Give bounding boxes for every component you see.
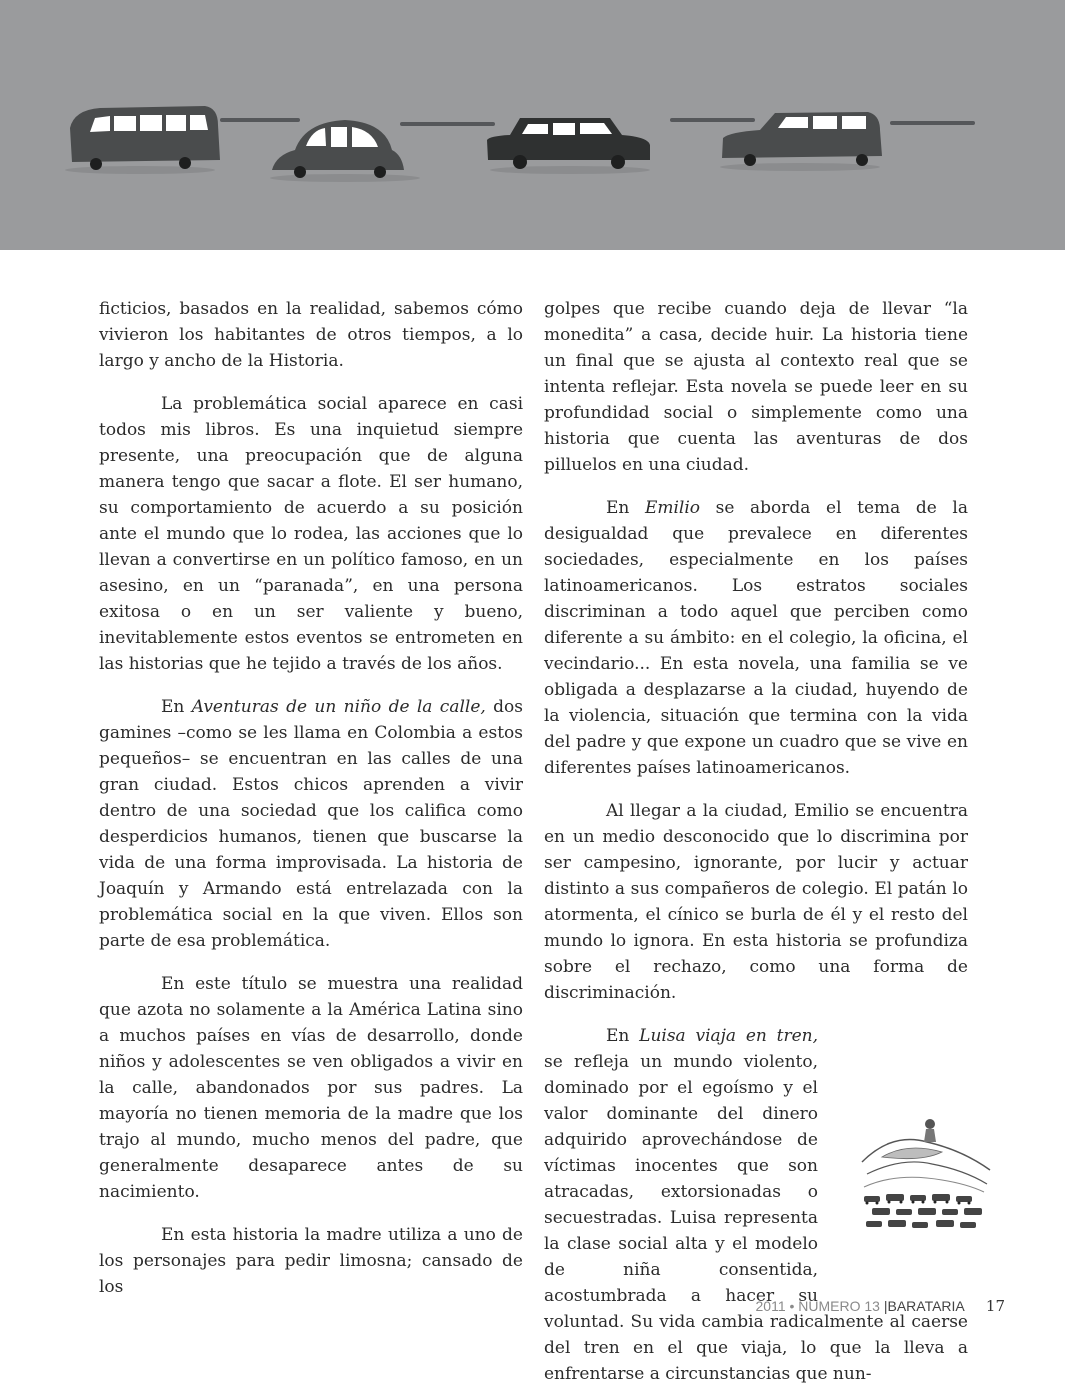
paragraph: ficticios, basados en la realidad, sabemos cómo vivieron los habitantes de otros tiempos, a lo largo y ancho de la Historia. bbox=[99, 299, 523, 371]
paragraph-prefix: En bbox=[161, 697, 192, 717]
book-title: Emilio bbox=[644, 498, 701, 518]
paragraph: En este título se muestra una realidad que azota no solamente a la América Latina sino a muchos países en vías de desarrollo, donde niños y adolescentes se ven obligados a vivir en la calle, abandonados por sus padres. La mayoría no tienen memoria de la madre que los trajo al mundo, mucho menos del padre, que generalmente desaparece antes de su nacimiento. bbox=[99, 974, 523, 1202]
book-title: Luisa viaja en tren, bbox=[639, 1026, 819, 1046]
paragraph bbox=[544, 495, 968, 781]
issue-label: 2011 • NÚMERO 13 bbox=[755, 1298, 880, 1314]
book-title: Aventuras de un niño de la calle, bbox=[191, 697, 486, 717]
paragraph bbox=[99, 694, 523, 954]
text-column-left bbox=[99, 296, 523, 1300]
paragraph-rest: se aborda el tema de la desigualdad que prevalece en diferentes sociedades, especialmente en los países latinoamericanos. Los estratos sociales discriminan a todo aquel que perciben como diferente a su ámbito: en el colegio, la oficina, el vecindario... En esta novela, una familia se ve obligada a desplazarse a la ciudad, huyendo de la violencia, situación que termina con la vida del padre y que expone un cuadro que se vive en diferentes países latinoamericanos. bbox=[544, 498, 969, 778]
paragraph-prefix: En bbox=[606, 1026, 640, 1046]
paragraph: Al llegar a la ciudad, Emilio se encuentra en un medio desconocido que lo discrimina por ser campesino, ignorante, por lucir y actuar distinto a sus compañeros de colegio. El patán lo atormenta, el cínico se burla de él y el resto del mundo lo ignora. En esta historia se profundiza sobre el rechazo, como una forma de discriminación. bbox=[544, 801, 968, 1003]
traffic-illustration-box bbox=[852, 1112, 997, 1237]
paragraph: golpes que recibe cuando deja de llevar “la monedita” a casa, decide huir. La historia tiene un final que se ajusta al contexto real que se intenta reflejar. Esta novela se puede leer en su profundidad social o simplemente como una historia que cuenta las aventuras de dos pilluelos en una ciudad. bbox=[544, 299, 968, 475]
car-bus bbox=[70, 106, 220, 170]
page-number: 17 bbox=[985, 1297, 1005, 1315]
magazine-name: BARATARIA bbox=[887, 1298, 965, 1314]
traffic-illustration-svg bbox=[852, 1112, 997, 1237]
paragraph-prefix: En bbox=[606, 498, 645, 518]
car-round bbox=[272, 120, 404, 178]
paragraph-rest: se refleja un mundo violento, dominado por el egoísmo y el valor dominante del dinero adquirido aprovechándose de víctimas inocentes que son atracadas, extorsionadas o secuestradas. Luisa representa la clase social alta y el modelo de niña consentida, acostumbrada a hacer su voluntad. Su vida cambia radicalmente al caerse del tren en el que viaja, lo que la lleva a enfrentarse a circunstancias que nun- bbox=[544, 1052, 968, 1384]
cars-illustration bbox=[0, 0, 1065, 250]
page-footer bbox=[756, 1297, 1006, 1315]
paragraph-rest: dos gamines –como se les llama en Colombia a estos pequeños– se encuentran en las calles de una gran ciudad. Estos chicos aprenden a vivir dentro de una sociedad que los califica como desperdicios humanos, tienen que buscarse la vida de una forma improvisada. La historia de Joaquín y Armando está entrelazada con la problemática social en la que viven. Ellos son parte de esa problemática. bbox=[99, 697, 524, 951]
paragraph: En esta historia la madre utiliza a uno de los personajes para pedir limosna; cansado de los bbox=[99, 1225, 523, 1297]
paragraph: La problemática social aparece en casi todos mis libros. Es una inquietud siempre presente, una preocupación que de alguna manera tengo que sacar a flote. El ser humano, su comportamiento de acuerdo a su posición ante el mundo que lo rodea, las acciones que lo llevan a convertirse en un político famoso, en un asesino, en un “paranada”, en una persona exitosa o en un ser valiente y bueno, inevitablemente estos eventos se entrometen en las historias que he tejido a través de los años. bbox=[99, 394, 523, 674]
footer-separator: | bbox=[883, 1298, 888, 1314]
header-illustration-banner bbox=[0, 0, 1065, 250]
car-taxi bbox=[487, 118, 650, 169]
